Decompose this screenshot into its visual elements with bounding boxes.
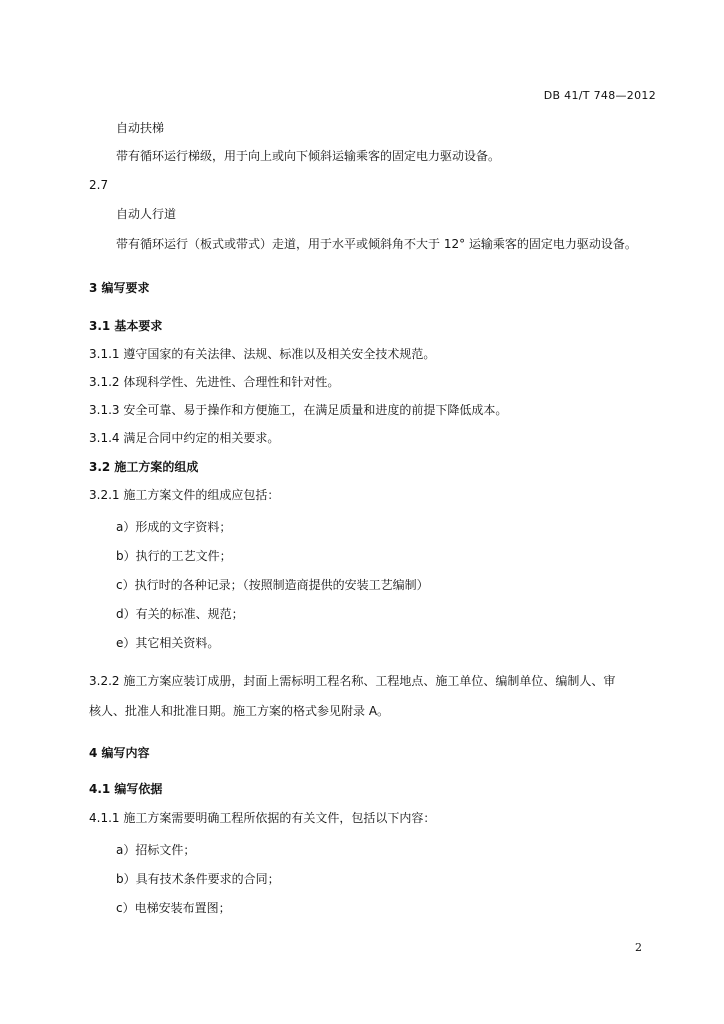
clause-3-1-1: 3.1.1 遵守国家的有关法律、法规、标准以及相关安全技术规范。 bbox=[89, 347, 436, 361]
term-escalator: 自动扶梯 bbox=[116, 121, 165, 135]
clause-3-1-4: 3.1.4 满足合同中约定的相关要求。 bbox=[89, 431, 280, 445]
term-moving-walk: 自动人行道 bbox=[116, 207, 177, 221]
clause-3-2-2-line-2: 核人、批准人和批准日期。施工方案的格式参见附录 A。 bbox=[89, 704, 390, 718]
list-item: b）具有技术条件要求的合同； bbox=[116, 872, 280, 886]
list-item: a）招标文件； bbox=[116, 843, 196, 857]
heading-3-2: 3.2 施工方案的组成 bbox=[89, 460, 199, 474]
definition-escalator: 带有循环运行梯级，用于向上或向下倾斜运输乘客的固定电力驱动设备。 bbox=[116, 149, 501, 163]
clause-3-1-2: 3.1.2 体现科学性、先进性、合理性和针对性。 bbox=[89, 375, 340, 389]
heading-4: 4 编写内容 bbox=[89, 746, 150, 760]
heading-3: 3 编写要求 bbox=[89, 281, 150, 295]
list-item: a）形成的文字资料； bbox=[116, 520, 232, 534]
list-item: c）电梯安装布置图； bbox=[116, 901, 231, 915]
list-item: e）其它相关资料。 bbox=[116, 636, 220, 650]
clause-3-1-3: 3.1.3 安全可靠、易于操作和方便施工，在满足质量和进度的前提下降低成本。 bbox=[89, 403, 508, 417]
heading-4-1: 4.1 编写依据 bbox=[89, 782, 163, 796]
list-item: c）执行时的各种记录；（按照制造商提供的安装工艺编制） bbox=[116, 578, 429, 592]
definition-moving-walk: 带有循环运行（板式或带式）走道，用于水平或倾斜角不大于 12° 运输乘客的固定电力驱动设备。 bbox=[116, 237, 637, 251]
list-item: d）有关的标准、规范； bbox=[116, 607, 244, 621]
document-code-header: DB 41/T 748—2012 bbox=[543, 89, 656, 102]
heading-3-1: 3.1 基本要求 bbox=[89, 319, 163, 333]
clause-4-1-1: 4.1.1 施工方案需要明确工程所依据的有关文件，包括以下内容： bbox=[89, 811, 436, 825]
list-item: b）执行的工艺文件； bbox=[116, 549, 232, 563]
clause-3-2-1: 3.2.1 施工方案文件的组成应包括： bbox=[89, 488, 280, 502]
clause-3-2-2-line-1: 3.2.2 施工方案应装订成册，封面上需标明工程名称、工程地点、施工单位、编制单位、编制人、审 bbox=[89, 674, 616, 688]
page-number: 2 bbox=[635, 941, 642, 954]
clause-number-2-7: 2.7 bbox=[89, 178, 109, 192]
